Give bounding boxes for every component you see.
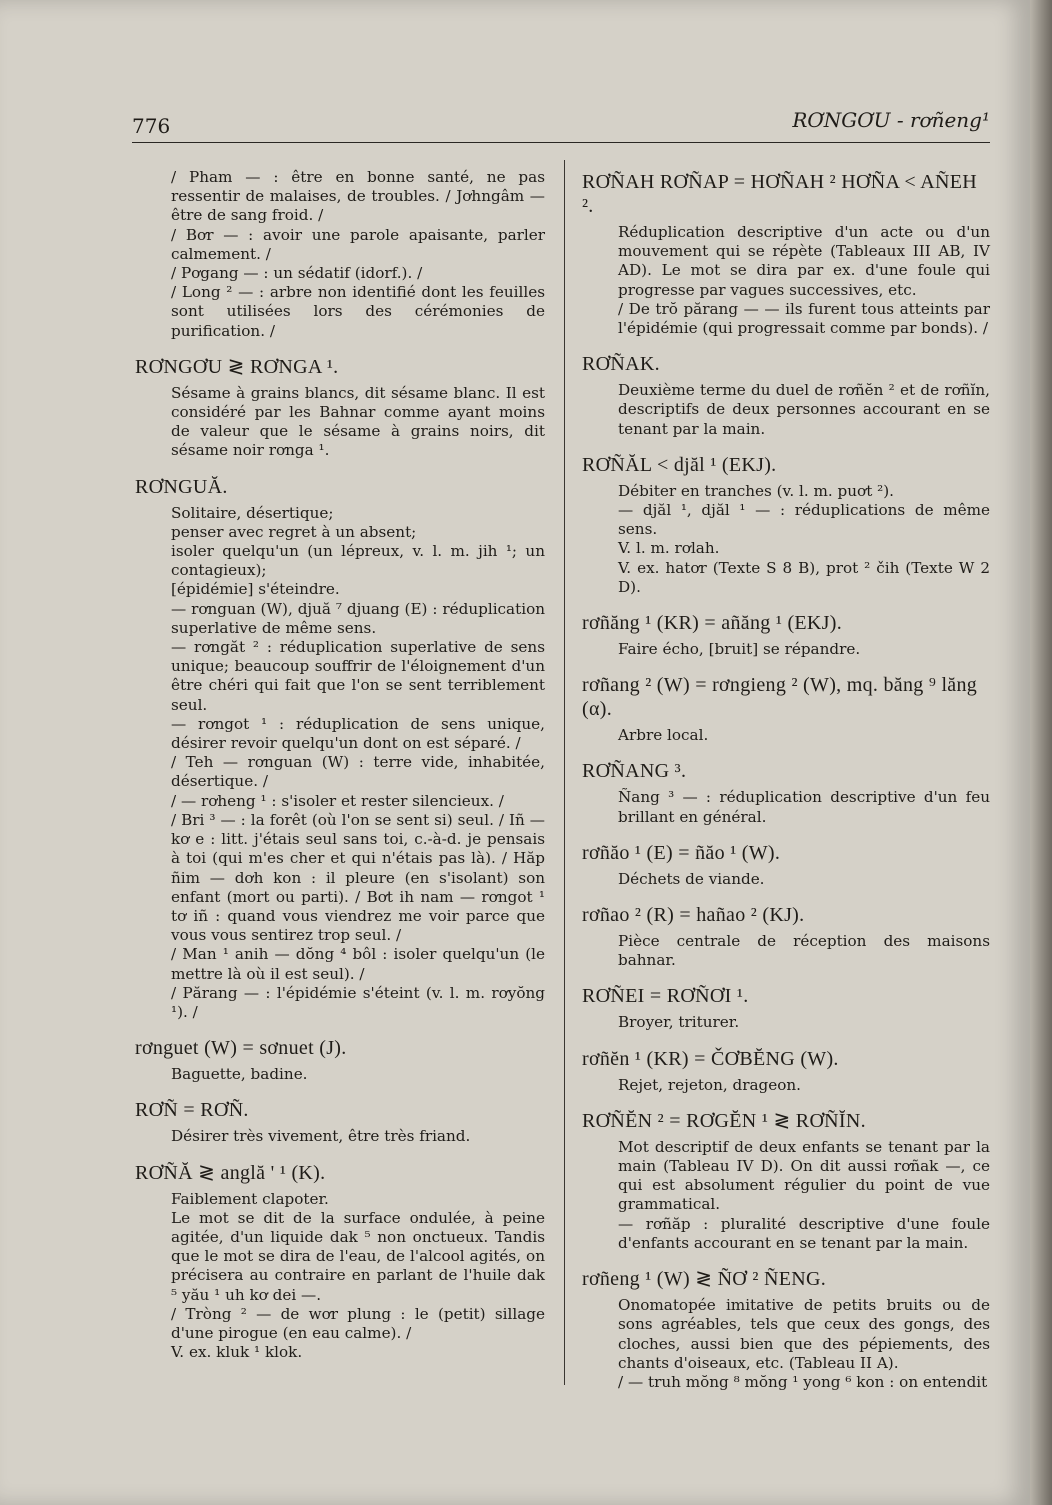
headword: rơnguet (W) = sơnuet (J). — [135, 1037, 347, 1060]
dictionary-entry — [135, 1036, 545, 1084]
headword: rơñĕn ¹ (KR) = ČƠBĔNG (W). — [582, 1047, 839, 1070]
entry-body — [582, 223, 990, 338]
definition-line: / Pơgang — : un sédatif (idorf.). / — [171, 264, 423, 283]
definition-line: / Părang — : l'épidémie s'éteint (v. l. m. rơyŏng ¹). / — [171, 983, 545, 1021]
entry-body — [135, 1065, 545, 1084]
definition-line: Débiter en tranches (v. l. m. puơt ²). — [618, 481, 894, 500]
dictionary-entry — [135, 475, 545, 1022]
definition-line: Ñang ³ — : réduplication descriptive d'un feu brillant en général. — [618, 788, 990, 826]
entry-body — [135, 168, 545, 341]
dictionary-entry — [582, 759, 990, 826]
definition-line: Broyer, triturer. — [618, 1013, 740, 1032]
entry-body — [582, 932, 990, 970]
headword: rơñăo ¹ (E) = ñăo ¹ (W). — [582, 841, 781, 864]
entry-body — [582, 1013, 990, 1032]
headword: RƠNGUĂ. — [135, 475, 228, 498]
definition-line: Pièce centrale de réception des maisons bahnar. — [618, 932, 990, 970]
definition-line: / De trŏ părang — — ils furent tous atteints par l'épidémie (qui progressait comme par bonds). / — [618, 299, 990, 338]
headword: RƠÑANG ³. — [582, 760, 687, 783]
dictionary-entry — [582, 903, 990, 970]
header-rule — [132, 142, 990, 143]
entry-body — [582, 482, 990, 597]
definition-line: Baguette, badine. — [171, 1065, 308, 1084]
definition-line: / Long ² — : arbre non identifié dont les feuilles sont utilisées lors des cérémonies de purification. / — [171, 283, 545, 340]
definition-line: Faire écho, [bruit] se répandre. — [618, 640, 861, 659]
dictionary-entry — [582, 1047, 990, 1095]
entry-body — [582, 640, 990, 659]
dictionary-entry — [582, 984, 990, 1032]
dictionary-entry — [135, 355, 545, 461]
dictionary-entry — [582, 611, 990, 659]
right-column — [582, 168, 990, 1406]
definition-line: V. ex. kluk ¹ klok. — [171, 1343, 303, 1362]
headword: rơñao ² (R) = hañao ² (KJ). — [582, 904, 805, 927]
headword: RƠÑĂL < djăl ¹ (EKJ). — [582, 453, 777, 476]
headword: RƠÑĂ ≷ anglă ' ¹ (K). — [135, 1161, 326, 1184]
definition-line: — rơngot ¹ : réduplication de sens unique, désirer revoir quelqu'un dont on est séparé. / — [171, 714, 545, 753]
definition-line: Deuxième terme du duel de rơñĕn ² et de rơñĭn, descriptifs de deux personnes accourant en se tenant par la main. — [618, 381, 990, 438]
definition-line: Rejet, rejeton, drageon. — [618, 1075, 802, 1094]
entry-body — [135, 504, 545, 1022]
headword: RƠÑAH RƠÑAP = HƠÑAH ² HƠÑA < AÑEH ². — [582, 171, 977, 217]
definition-line: / Bri ³ — : la forêt (où l'on se sent si) seul. / Iñ — kơ e : litt. j'étais seul sans toi, c.-à-d. je pensais à toi (qui m'es cher et qui n'étais pas là). / Hăp ñim — dơh kon : il pleure (en s'isolant) son enfant (mort ou parti). / Bơt ih nam — rơngot ¹ tơ iñ : quand vous viendrez me voir parce que vous vous sentirez trop seul. / — [171, 810, 545, 945]
entry-body — [582, 381, 990, 439]
page-number: 776 — [132, 114, 171, 138]
definition-line: Onomatopée imitative de petits bruits ou de sons agréables, tels que ceux des gongs, des cloches, aussi bien que des pépiements, des chants d'oiseaux, etc. (Tableau II A). — [618, 1296, 990, 1372]
definition-line: / — rơheng ¹ : s'isoler et rester silencieux. / — [171, 791, 504, 810]
definition-line: Déchets de viande. — [618, 869, 765, 888]
headword: rơñăng ¹ (KR) = añăng ¹ (EKJ). — [582, 612, 843, 635]
definition-line: V. ex. hatơr (Texte S 8 B), prot ² čih (Texte W 2 D). — [618, 558, 990, 596]
column-divider — [564, 160, 565, 1385]
definition-line: / Bơr — : avoir une parole apaisante, parler calmement. / — [171, 225, 545, 263]
continuation-entry — [135, 168, 545, 341]
dictionary-entry — [582, 841, 990, 889]
entry-body — [135, 1127, 545, 1146]
dictionary-entry — [135, 1098, 545, 1146]
headword: rơñeng ¹ (W) ≷ ÑƠ ² ÑENG. — [582, 1268, 826, 1291]
definition-line: isoler quelqu'un (un lépreux, v. l. m. jih ¹; un contagieux); — [171, 542, 545, 580]
headword: RƠÑ = RƠÑ. — [135, 1099, 249, 1122]
definition-line: Faiblement clapoter. — [171, 1189, 329, 1208]
headword: RƠNGƠU ≷ RƠNGA ¹. — [135, 355, 339, 378]
dictionary-entry — [135, 1161, 545, 1363]
headword: RƠÑĔN ² = RƠGĔN ¹ ≷ RƠÑĬN. — [582, 1109, 866, 1132]
definition-line: Solitaire, désertique; — [171, 503, 334, 522]
definition-line: / — truh mŏng ⁸ mŏng ¹ yong ⁶ kon : on entendit — [618, 1372, 988, 1391]
definition-line: / Teh — rơnguan (W) : terre vide, inhabitée, désertique. / — [171, 753, 545, 791]
definition-line: / Man ¹ anih — dŏng ⁴ bôl : isoler quelqu'un (le mettre là où il est seul). / — [171, 945, 545, 983]
dictionary-entry — [582, 170, 990, 338]
definition-line: Le mot se dit de la surface ondulée, à peine agitée, d'un liquide dak ⁵ non onctueux. Tandis que le mot se dira de l'eau, de l'alcool agités, on précisera au contraire en parlant de l'huile dak ⁵ yău ¹ uh kơ dei —. — [171, 1208, 545, 1304]
definition-line: — rơnguan (W), djuă ⁷ djuang (E) : réduplication superlative de même sens. — [171, 599, 545, 637]
entry-body — [135, 384, 545, 461]
definition-line: Sésame à grains blancs, dit sésame blanc. Il est considéré par les Bahnar comme ayant moins de valeur que le sésame à grains noirs, dit sésame noir rơnga ¹. — [171, 383, 545, 460]
dictionary-entry — [582, 352, 990, 439]
definition-line: — djăl ¹, djăl ¹ — : réduplications de même sens. — [618, 501, 990, 539]
entry-body — [582, 1296, 990, 1392]
entry-body — [582, 1138, 990, 1253]
running-head: RƠNGƠU - rơñeng¹ — [792, 108, 990, 132]
definition-line: Mot descriptif de deux enfants se tenant par la main (Tableau IV D). On dit aussi rơñak —, ce qui est absolument régulier du point de vue grammatical. — [618, 1137, 990, 1214]
definition-line: [épidémie] s'éteindre. — [171, 580, 340, 599]
entry-body — [582, 870, 990, 889]
headword: rơñang ² (W) = rơngieng ² (W), mq. băng ⁹ lăng (α). — [582, 674, 978, 721]
definition-line: — rơñăp : pluralité descriptive d'une foule d'enfants accourant en se tenant par la main. — [618, 1214, 990, 1252]
definition-line: Désirer très vivement, être très friand. — [171, 1127, 471, 1146]
entry-body — [582, 1076, 990, 1095]
dictionary-entry — [582, 1267, 990, 1392]
dictionary-entry — [582, 453, 990, 597]
definition-line: penser avec regret à un absent; — [171, 522, 417, 541]
definition-line: Arbre local. — [618, 726, 709, 745]
definition-line: V. l. m. rơlah. — [618, 539, 720, 558]
left-column — [135, 168, 545, 1376]
definition-line: Réduplication descriptive d'un acte ou d'un mouvement qui se répète (Tableaux III AB, IV AD). Le mot se dira par ex. d'une foule qui progresse par vagues successives, etc. — [618, 223, 990, 299]
entry-body — [582, 788, 990, 826]
entry-body — [135, 1190, 545, 1363]
dictionary-entry — [582, 1109, 990, 1253]
entry-body — [582, 726, 990, 745]
definition-line: / Tròng ² — de wơr plung : le (petit) sillage d'une pirogue (en eau calme). / — [171, 1304, 545, 1342]
dictionary-entry — [582, 673, 990, 745]
headword: RƠÑEI = RƠÑƠI ¹. — [582, 985, 749, 1008]
definition-line: — rơngăt ² : réduplication superlative de sens unique; beaucoup souffrir de l'éloignement d'un être chéri qui fait que l'on se sent terriblement seul. — [171, 638, 545, 714]
book-spine-shadow — [1030, 0, 1052, 1505]
headword: RƠÑAK. — [582, 353, 660, 376]
definition-line: / Pham — : être en bonne santé, ne pas ressentir de malaises, de troubles. / Jơhngâm — être de sang froid. / — [171, 168, 545, 225]
